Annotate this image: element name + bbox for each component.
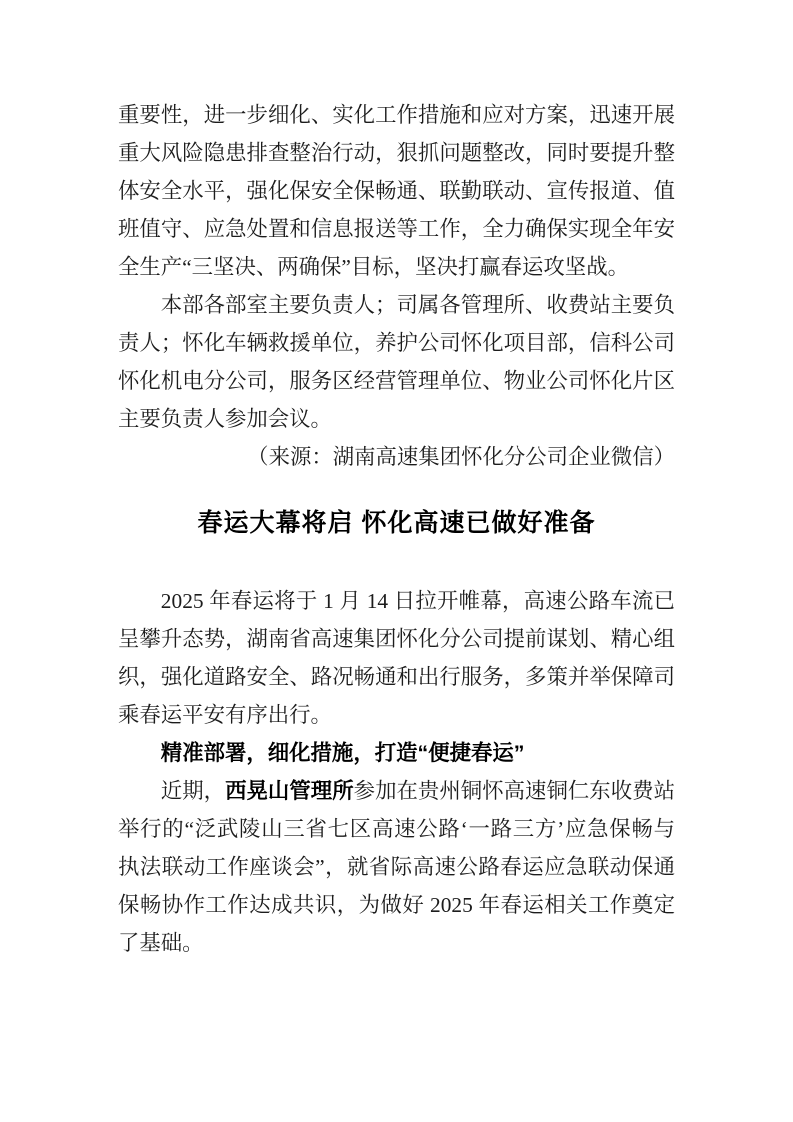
org-name-bold: 西晃山管理所	[225, 779, 354, 803]
intro-paragraph: 2025 年春运将于 1 月 14 日拉开帷幕，高速公路车流已呈攀升态势，湖南省高速集团怀化分公司提前谋划、精心组织，强化道路安全、路况畅通和出行服务，多策并举保障司乘春运平安有序出行。	[118, 589, 675, 727]
source-attribution: （来源：湖南高速集团怀化分公司企业微信）	[247, 445, 675, 469]
article-title: 春运大幕将启 怀化高速已做好准备	[197, 509, 596, 537]
detail-paragraph-rest: 参加在贵州铜怀高速铜仁东收费站举行的“泛武陵山三省七区高速公路‘一路三方’应急保畅与执法联动工作座谈会”，就省际高速公路春运应急联动保通保畅协作工作达成共识，为做好 2025 年春运相关工作奠定了基础。	[118, 779, 675, 955]
continuation-paragraph: 重要性，进一步细化、实化工作措施和应对方案，迅速开展重大风险隐患排查整治行动，狠抓问题整改，同时要提升整体安全水平，强化保安全保畅通、联勤联动、宣传报道、值班值守、应急处置和信息报送等工作，全力确保实现全年安全生产“三坚决、两确保”目标，坚决打赢春运攻坚战。	[118, 103, 675, 279]
detail-paragraph-prefix: 近期，	[160, 779, 226, 803]
page-content	[118, 96, 675, 962]
detail-paragraph	[118, 772, 675, 962]
section-subheading: 精准部署，细化措施，打造“便捷春运”	[160, 741, 525, 765]
attendees-paragraph: 本部各部室主要负责人；司属各管理所、收费站主要负责人；怀化车辆救援单位，养护公司怀化项目部，信科公司怀化机电分公司，服务区经营管理单位、物业公司怀化片区主要负责人参加会议。	[118, 293, 675, 431]
